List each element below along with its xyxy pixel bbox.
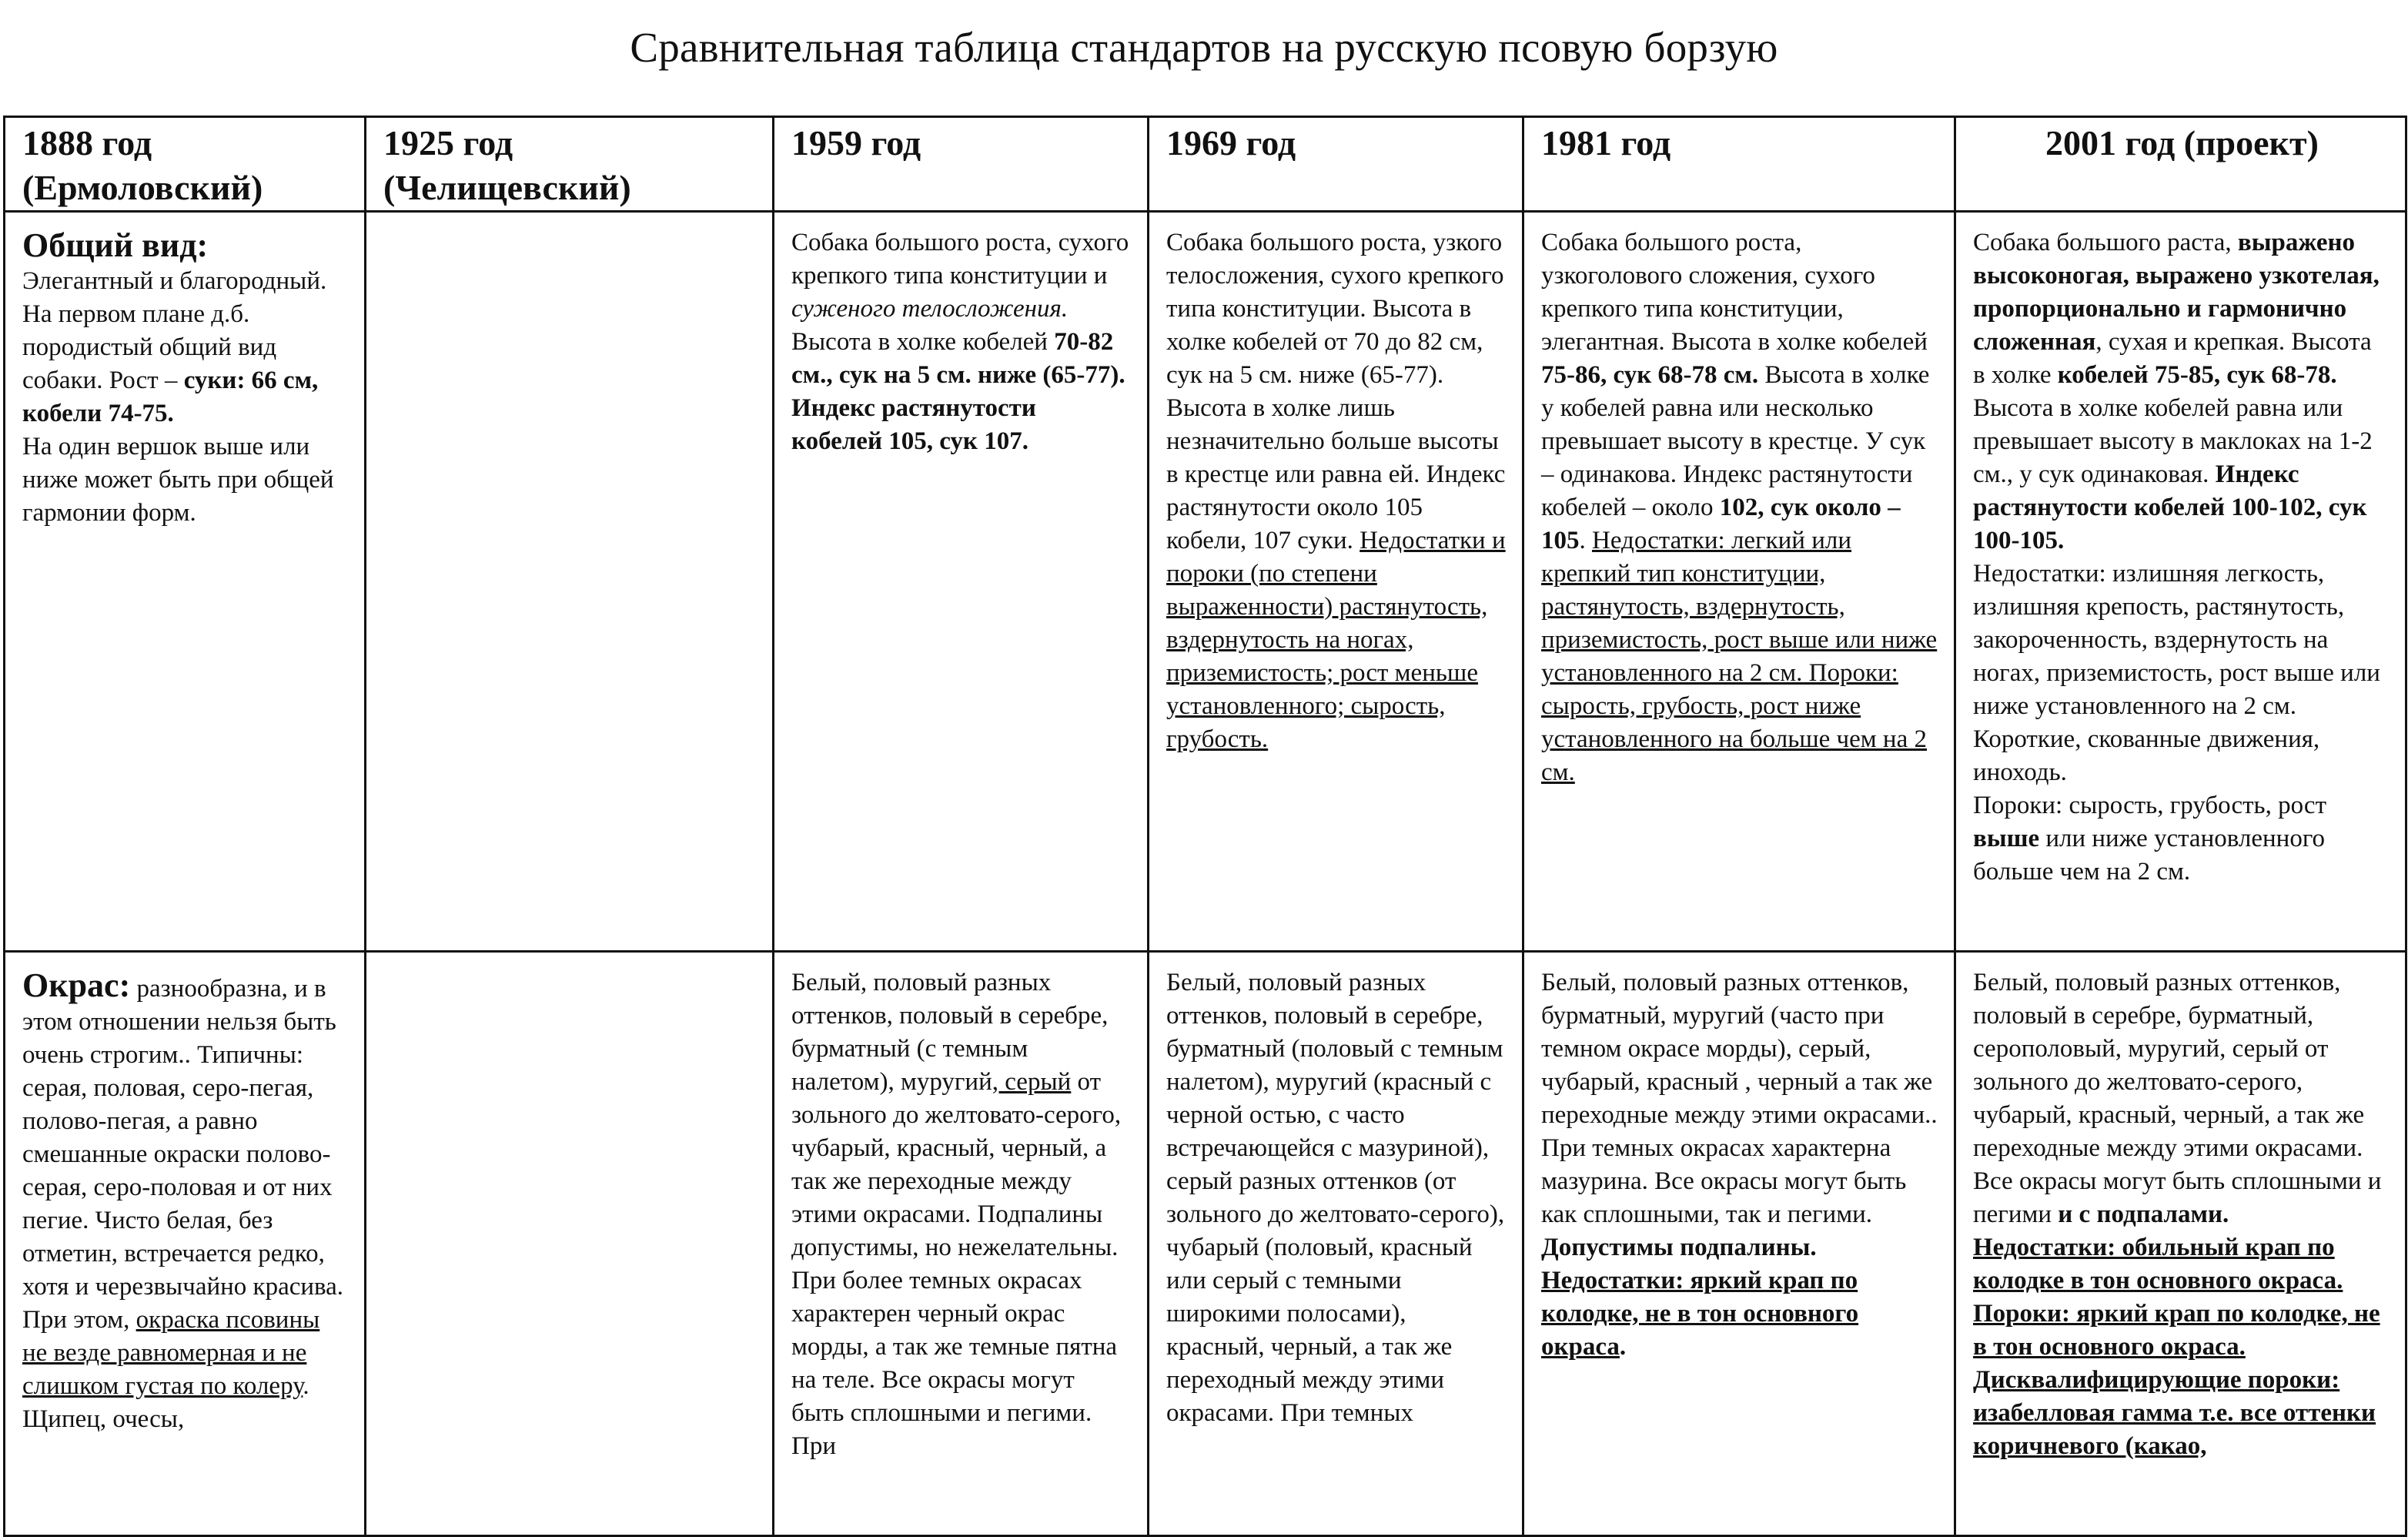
general-view-row (5, 212, 2406, 952)
general-2001-cell: Собака большого раста, выражено высоконогая, выражено узкотелая, пропорционально и гармонично сложенная, сухая и крепкая. Высота в холке кобелей 75-85, сук 68-78. Высота в холке кобелей равна или превышает высоту в маклоках на 1-2 см., у сук одинаковая. Индекс растянутости кобелей 100-102, сук 100-105. Недостатки: излишняя легкость, излишняя крепость, растянутость, закороченность, вздернутость на ногах, приземистость, рост выше или ниже установленного на 2 см. Короткие, скованные движения, иноходь. Пороки: сырость, грубость, рост выше или ниже установленного больше чем на 2 см. (1955, 212, 2406, 952)
header-1925 (366, 117, 774, 212)
general-1888-cell: Общий вид: Элегантный и благородный. На первом плане д.б. породистый общий вид собаки. Рост – суки: 66 см, кобели 74-75. На один вершок выше или ниже может быть при общей гармонии форм. (5, 212, 366, 952)
color-1888-cell: Окрас: разнообразна, и в этом отношении нельзя быть очень строгим.. Типичны: серая, половая, серо-пегая, полово-пегая, а равно смешанные окраски полово-серая, серо-половая и от них пегие. Чисто белая, без отметин, встречается редко, хотя и черезвычайно красива. При этом, окраска псовины не везде равномерная и не слишком густая по колеру. Щипец, очесы, (5, 952, 366, 1536)
header-row (5, 117, 2406, 212)
general-view-heading: Общий вид: (22, 226, 209, 264)
header-1959: 1959 год (774, 117, 1149, 212)
standards-comparison-table (3, 116, 2407, 1537)
general-1969-cell: Собака большого роста, узкого телосложения, сухого крепкого типа конституции. Высота в холке кобелей от 70 до 82 см, сук на 5 см. ниже (65-77). Высота в холке лишь незначительно больше высоты в крестце или равна ей. Индекс растянутости около 105 кобели, 107 суки. Недостатки и пороки (по степени выраженности) растянутость, вздернутость на ногах, приземистость; рост меньше установленного; сырость, грубость. (1149, 212, 1523, 952)
general-1959-cell: Собака большого роста, сухого крепкого типа конституции и суженого телосложения. Высота в холке кобелей 70-82 см., сук на 5 см. ниже (65-77). Индекс растянутости кобелей 105, сук 107. (774, 212, 1149, 952)
header-1969: 1969 год (1149, 117, 1523, 212)
header-1888-year: 1888 год (22, 123, 152, 162)
color-2001-cell: Белый, половый разных оттенков, половый в серебре, бурматный, серополовый, муругий, серый от зольного до желтовато-серого, чубарый, красный, черный, а так же переходные между этими окрасами. Все окрасы могут быть сплошными и пегими и с подпалами. Недостатки: обильный крап по колодке в тон основного окраса. Пороки: яркий крап по колодке, не в тон основного окраса. Дисквалифицирующие пороки: изабелловая гамма т.е. все оттенки коричневого (какао, (1955, 952, 2406, 1536)
page-title: Сравнительная таблица стандартов на русскую псовую борзую (630, 24, 1778, 71)
header-2001: 2001 год (проект) (1955, 117, 2406, 212)
general-1981-cell: Собака большого роста, узкоголового сложения, сухого крепкого типа конституции, элегантная. Высота в холке кобелей 75-86, сук 68-78 см. Высота в холке у кобелей равна или несколько превышает высоту в крестце. У сук – одинакова. Индекс растянутости кобелей – около 102, сук около – 105. Недостатки: легкий или крепкий тип конституции, растянутость, вздернутость, приземистость, рост выше или ниже установленного на 2 см. Пороки: сырость, грубость, рост ниже установленного на больше чем на 2 см. (1523, 212, 1955, 952)
header-1925-name: (Челищевский) (383, 168, 631, 207)
color-row (5, 952, 2406, 1536)
color-1925-cell (366, 952, 774, 1536)
general-1981-defects: Недостатки: легкий или крепкий тип конституции, растянутость, вздернутость, приземистость, рост выше или ниже установленного на 2 см. Пороки: сырость, грубость, рост ниже установленного на больше чем на 2 см. (1541, 527, 1938, 786)
color-heading: Окрас: (22, 966, 131, 1004)
color-1981-cell: Белый, половый разных оттенков, бурматный, муругий (часто при темном окрасе морды), серый, чубарый, красный , черный а так же переходные между этими окрасами.. При темных окрасах характерна мазурина. Все окрасы могут быть как сплошными, так и пегими. Допустимы подпалины. Недостатки: яркий крап по колодке, не в тон основного окраса. (1523, 952, 1955, 1536)
header-1981: 1981 год (1523, 117, 1955, 212)
color-1969-cell: Белый, половый разных оттенков, половый в серебре, бурматный (половый с темным налетом), муругий (красный с черной остью, с часто встречающейся с мазуриной), серый разных оттенков (от зольного до желтовато-серого), чубарый (половый, красный или серый с темными широкими полосами), красный, черный, а так же переходный между этими окрасами. При темных (1149, 952, 1523, 1536)
header-1888-name: (Ермоловский) (22, 168, 263, 207)
general-1969-defects: Недостатки и пороки (по степени выраженности) растянутость, вздернутость на ногах, приземистость; рост меньше установленного; сырость, грубость. (1166, 527, 1506, 753)
header-1888 (5, 117, 366, 212)
general-1925-cell (366, 212, 774, 952)
header-1925-year: 1925 год (383, 123, 513, 162)
color-1959-cell: Белый, половый разных оттенков, половый в серебре, бурматный (с темным налетом), муругий, серый от зольного до желтовато-серого, чубарый, красный, черный, а так же переходные между этими окрасами. Подпалины допустимы, но нежелательны. При более темных окрасах характерен черный окрас морды, а так же темные пятна на теле. Все окрасы могут быть сплошными и пегими. При (774, 952, 1149, 1536)
